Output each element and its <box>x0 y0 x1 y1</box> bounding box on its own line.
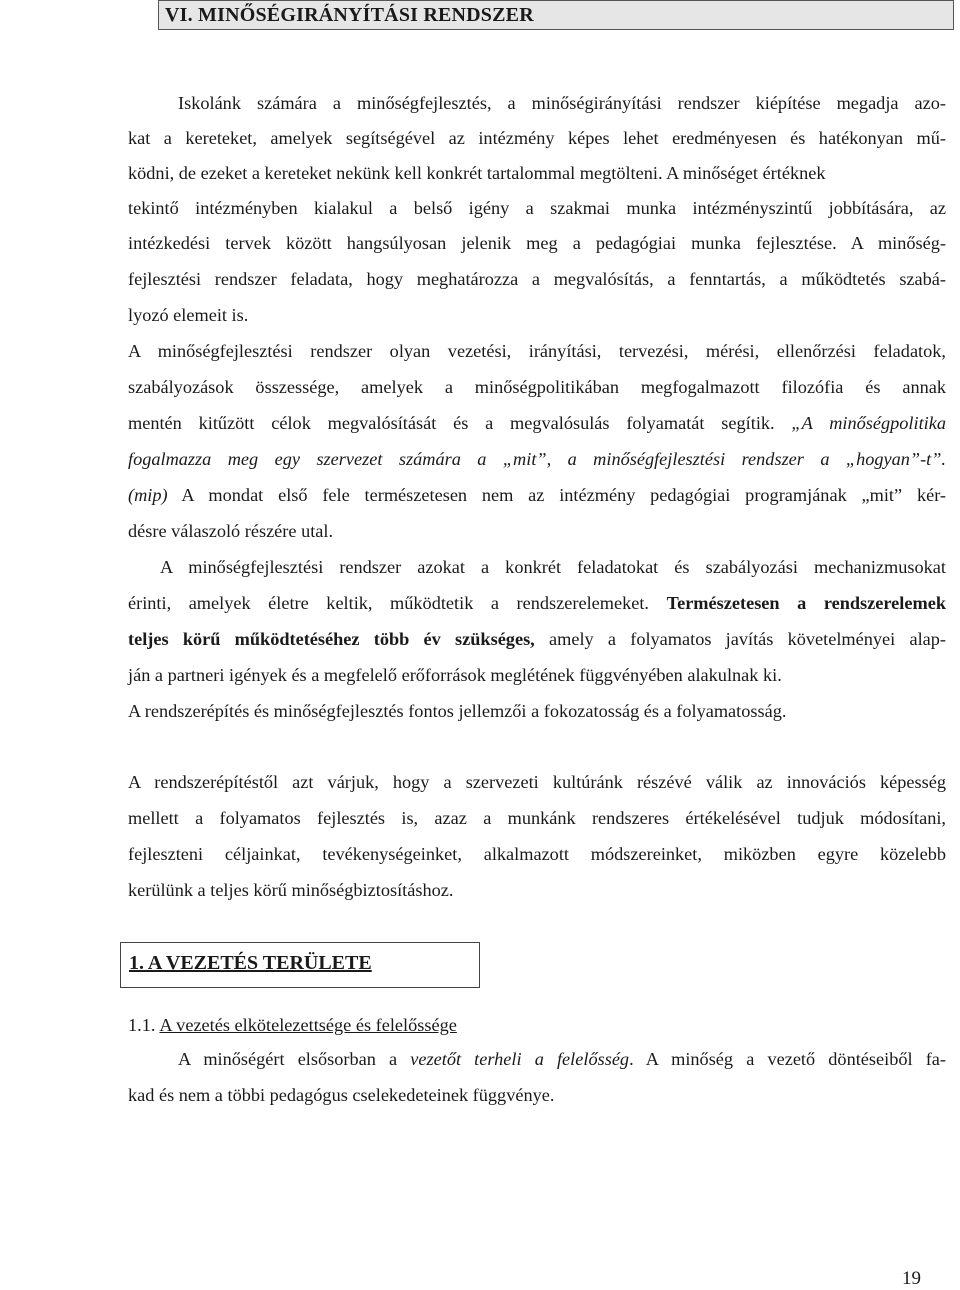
paragraph-3-line-5: A rendszerépítés és minőségfejlesztés fontos jellemzői a fokozatosság és a folyamatosság. <box>128 701 787 721</box>
subsection-number: 1.1. <box>128 1015 156 1035</box>
paragraph-3-line-3-text: amely a folyamatos javítás követelményei alap- <box>549 629 947 649</box>
section-title: 1. A VEZETÉS TERÜLETE <box>129 952 372 974</box>
paragraph-2-line-4-quote: fogalmazza meg egy szervezet számára a „mit”, a minőségfejlesztési rendszer a „hogyan”-t”. <box>128 449 946 469</box>
section-heading-box <box>120 942 480 988</box>
paragraph-3-line-2-text: érinti, amelyek életre keltik, működtetik a rendszerelemeket. <box>128 593 649 613</box>
paragraph-2-line-6: désre válaszoló részére utal. <box>128 521 334 541</box>
paragraph-2-line-3 <box>128 412 946 434</box>
paragraph-3-line-3 <box>128 628 946 650</box>
paragraph-5-text-a: A minőségért elsősorban a <box>178 1049 398 1069</box>
paragraph-1-line-4: tekintő intézményben kialakul a belső igény a szakmai munka intézményszintű jobbítására, az <box>128 198 946 218</box>
paragraph-4-line-4: kerülünk a teljes körű minőségbiztosításhoz. <box>128 880 454 900</box>
paragraph-5-line-2: kad és nem a többi pedagógus cselekedeteinek függvénye. <box>128 1085 555 1105</box>
paragraph-5-text-c: . A minőség a vezető döntéseiből fa- <box>629 1049 946 1069</box>
emphasis-start: Természetesen a rendszerelemek <box>666 593 946 613</box>
paragraph-3-line-4: ján a partneri igények és a megfelelő erőforrások meglétének függvényében alakulnak ki. <box>128 665 782 685</box>
paragraph-2-line-5 <box>128 484 946 506</box>
paragraph-2-line-2: szabályozások összessége, amelyek a minőségpolitikában megfogalmazott filozófia és annak <box>128 377 946 397</box>
paragraph-1-line-1: Iskolánk számára a minőségfejlesztés, a minőségirányítási rendszer kiépítése megadja azo- <box>178 93 946 113</box>
quote-source: (mip) <box>128 485 168 505</box>
paragraph-1-line-2: kat a kereteket, amelyek segítségével az intézmény képes lehet eredményesen és hatékonyan mű- <box>128 128 946 148</box>
paragraph-1-line-6: fejlesztési rendszer feladata, hogy meghatározza a megvalósítás, a fenntartás, a működtetés szabá- <box>128 269 946 289</box>
paragraph-4-line-1: A rendszerépítéstől azt várjuk, hogy a szervezeti kultúránk részévé válik az innovációs képesség <box>128 772 946 792</box>
paragraph-4-line-2: mellett a folyamatos fejlesztés is, azaz a munkánk rendszeres értékelésével tudjuk módosítani, <box>128 808 946 828</box>
quote-start: „A minőségpolitika <box>791 413 946 433</box>
paragraph-2-line-3-text: mentén kitűzött célok megvalósítását és a megvalósulás folyamatát segítik. <box>128 413 775 433</box>
paragraph-3-line-1: A minőségfejlesztési rendszer azokat a konkrét feladatokat és szabályozási mechanizmusokat <box>160 557 946 577</box>
paragraph-4-line-3: fejleszteni céljainkat, tevékenységeinket, alkalmazott módszereinket, miközben egyre közelebb <box>128 844 946 864</box>
subsection-title: A vezetés elkötelezettsége és felelőssége <box>159 1015 457 1035</box>
paragraph-3-line-2 <box>128 592 946 614</box>
page-number: 19 <box>902 1268 921 1289</box>
chapter-title: VI. MINŐSÉGIRÁNYÍTÁSI RENDSZER <box>165 4 534 26</box>
paragraph-2-line-1: A minőségfejlesztési rendszer olyan vezetési, irányítási, tervezési, mérési, ellenőrzési feladatok, <box>128 341 946 361</box>
paragraph-5-line-1 <box>178 1048 946 1070</box>
subsection-heading <box>128 1014 457 1036</box>
paragraph-5-italic: vezetőt terheli a felelősség <box>410 1049 630 1069</box>
paragraph-2-line-5-text: A mondat első fele természetesen nem az intézmény pedagógiai programjának „mit” kér- <box>181 485 947 505</box>
paragraph-1-line-3: ködni, de ezeket a kereteket nekünk kell konkrét tartalommal megtölteni. A minőséget értéknek <box>128 163 826 183</box>
paragraph-1-line-5: intézkedési tervek között hangsúlyosan jelenik meg a pedagógiai munka fejlesztése. A minőség- <box>128 233 946 253</box>
emphasis-end: teljes körű működtetéséhez több év szükséges, <box>128 629 535 649</box>
paragraph-1-line-7: lyozó elemeit is. <box>128 305 249 325</box>
chapter-heading-box <box>158 0 954 30</box>
